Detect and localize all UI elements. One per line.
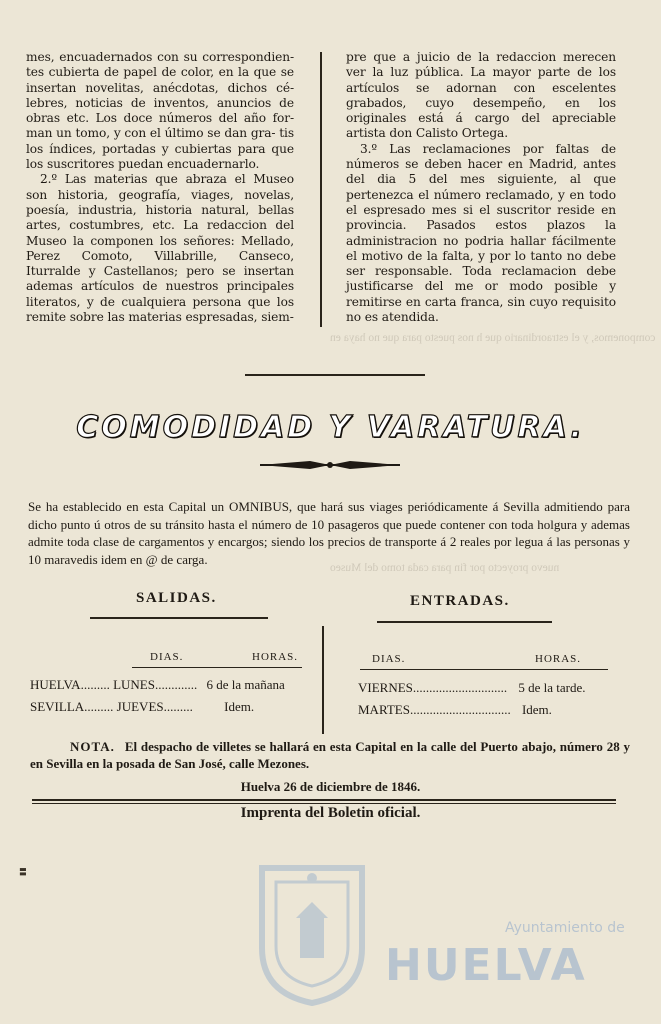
headline: COMODIDAD Y VARATURA. (76, 410, 585, 445)
salidas-title: SALIDAS. (136, 590, 217, 606)
separator-rule (245, 374, 425, 376)
salidas-row-day: LUNES............. (113, 677, 198, 692)
watermark-text: HUELVA (385, 940, 587, 991)
section-divider (322, 626, 324, 734)
salidas-sub-rule (132, 667, 302, 668)
salidas-row-day: JUEVES......... (116, 699, 193, 714)
salidas-row-hour: Idem. (224, 699, 255, 714)
salidas-row-hour: 6 de la mañana (206, 677, 285, 692)
watermark-caption: Ayuntamiento de (505, 920, 625, 936)
bleed-through: nuevo proyecto por fin para cada tomo del Museo (330, 562, 560, 574)
imprint-rule-thin (32, 803, 616, 804)
salidas-row (30, 677, 285, 693)
note-text: El despacho de villetes se hallará en esta Capital en la calle del Puerto abajo, número 28 y en Sevilla en la posada de San José, calle Mezones. (30, 739, 630, 771)
entradas-row (358, 680, 586, 696)
entradas-sub-rule (360, 669, 608, 670)
column-divider (320, 52, 322, 327)
left-paragraph-1: mes, encuadernados con su correspondien- tes cubierta de papel de color, en la que se insertan novelitas, anécdotas, dichos cé- lebres, noticias de inventos, anuncios de obras etc. Los doce números del año for- man un tomo, y con el último se dan gra- tis los índices, portadas y cubiertas para que los suscritores puedan encuadernarlo. (26, 50, 294, 172)
salidas-row (30, 699, 254, 715)
imprint: Imprenta del Boletin oficial. (240, 805, 421, 821)
entradas-row-hour: 5 de la tarde. (518, 680, 586, 695)
bleed-through: componemos, y el estraordinario que h nos puesto para que no haya en (330, 332, 656, 344)
salidas-row-place: SEVILLA......... (30, 699, 114, 714)
left-column (26, 50, 294, 325)
omnibus-announcement: Se ha establecido en esta Capital un OMNIBUS, que hará sus viages periódicamente á Sevilla admitiendo para dicho punto ú otros de su tránsito hasta el número de 10 pasageros que puede contener con toda holgura y ademas admite toda clase de cargamentos y encargos; siendo los precios de transporte á 2 reales por legua á las personas y 10 maravedis idem en @ de carga. (28, 499, 630, 567)
shield-watermark-icon (252, 858, 372, 1008)
entradas-row-hour: Idem. (521, 702, 552, 717)
entradas-row-day: MARTES............................... (358, 702, 511, 717)
note (30, 738, 630, 772)
salidas-col-dias: DIAS. (150, 651, 184, 663)
entradas-row-day: VIERNES............................. (358, 680, 508, 695)
dateline: Huelva 26 de diciembre de 1846. (240, 779, 421, 794)
salidas-row-place: HUELVA......... (30, 677, 110, 692)
salidas-col-horas: HORAS. (252, 651, 299, 663)
entradas-row (358, 702, 552, 718)
left-paragraph-2: 2.º Las materias que abraza el Museo son historia, geografía, viages, novelas, poesía, industria, historia natural, bellas artes, costumbres, etc. La redaccion del Museo la componen los señores: Mellado, Perez Comoto, Villabrille, Canseco, Iturralde y Castellanos; pero se insertan ademas artículos de nuestros principales literatos, y de cualquiera persona que los remite sobre las materias espresadas, siem- (26, 172, 294, 325)
salidas-rule (90, 617, 268, 619)
right-paragraph-1: pre que a juicio de la redaccion merecen ver la luz pública. La mayor parte de los artículos se adornan con escelentes grabados, cuyo desempeño, en los originales está á cargo del apreciable artista don Calisto Ortega. (346, 50, 616, 141)
entradas-col-dias: DIAS. (372, 653, 406, 665)
imprint-rule (32, 799, 616, 801)
right-paragraph-2: 3.º Las reclamaciones por faltas de números se deben hacer en Madrid, antes del dia 5 del mes siguiente, al que pertenezca el número reclamado, y en todo el espresado mes si el suscritor reside en provincia. Pasados estos plazos la administracion no podria hallar fácilmente el motivo de la falta, y por lo tanto no debe ser responsable. Toda reclamacion debe justificarse del me or modo posible y remitirse en carta franca, sin cuyo requisito no es atendida. (346, 141, 616, 325)
entradas-rule (377, 621, 552, 623)
note-label: NOTA. (70, 739, 115, 754)
entradas-col-horas: HORAS. (535, 653, 582, 665)
right-column (346, 50, 616, 325)
margin-mark: ▮▮ (18, 867, 27, 876)
ornament-divider (260, 459, 400, 471)
entradas-title: ENTRADAS. (410, 593, 510, 609)
